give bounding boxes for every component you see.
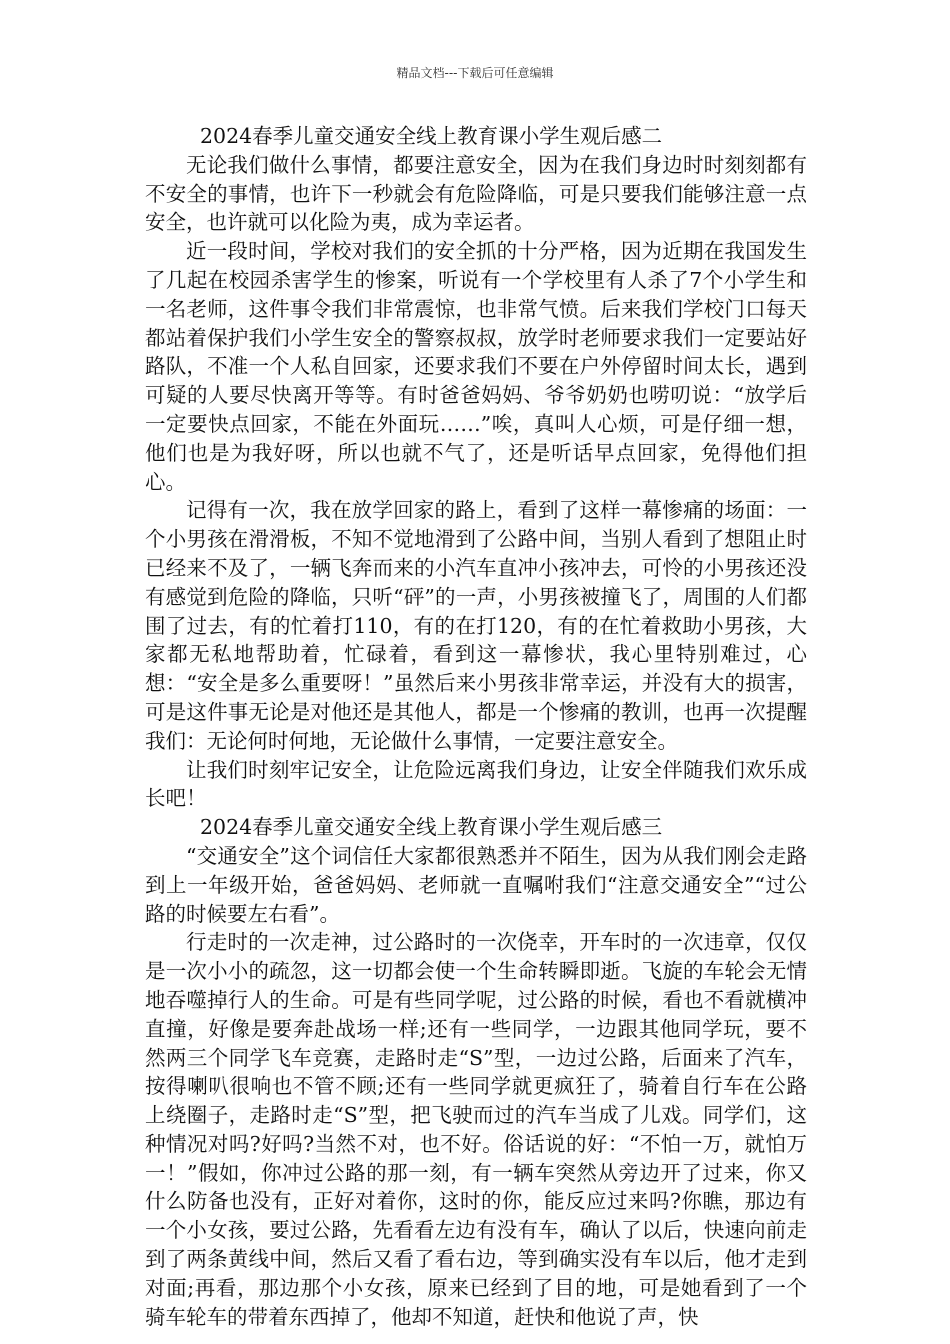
- paragraph: 行走时的一次走神，过公路时的一次侥幸，开车时的一次违章，仅仅是一次小小的疏忽，这一切都会使一个生命转瞬即逝。飞旋的车轮会无情地吞噬掉行人的生命。可是有些同学呢，过公路的时候，看也不看就横冲直撞，好像是要奔赴战场一样;还有一些同学，一边跟其他同学玩，要不然两三个同学飞车竞赛，走路时走“S”型，一边过公路，后面来了汽车，按得喇叭很响也不管不顾;还有一些同学就更疯狂了，骑着自行车在公路上绕圈子，走路时走“S”型，把飞驶而过的汽车当成了儿戏。同学们，这种情况对吗?好吗?当然不对，也不好。俗话说的好：“不怕一万，就怕万一！”假如，你冲过公路的那一刻，有一辆车突然从旁边开了过来，你又什么防备也没有，正好对着你，这时的你，能反应过来吗?你瞧，那边有一个小女孩，要过公路，先看看左边有没有车，确认了以后，快速向前走到了两条黄线中间，然后又看了看右边，等到确实没有车以后，他才走到对面;再看，那边那个小女孩，原来已经到了目的地，可是她看到了一个骑车轮车的带着东西掉了，他却不知道，赶快和他说了声，快: [145, 930, 807, 1329]
- paragraph: 让我们时刻牢记安全，让危险远离我们身边，让安全伴随我们欢乐成长吧！: [145, 757, 807, 811]
- paragraph: “交通安全”这个词信任大家都很熟悉并不陌生，因为从我们刚会走路到上一年级开始，爸爸妈妈、老师就一直嘱咐我们“注意交通安全”“过公路的时候要左右看”。: [145, 843, 807, 926]
- essay-title: 2024春季儿童交通安全线上教育课小学生观后感二: [200, 124, 663, 148]
- paragraph: 近一段时间，学校对我们的安全抓的十分严格，因为近期在我国发生了几起在校园杀害学生的惨案，听说有一个学校里有人杀了7个小学生和一名老师，这件事令我们非常震惊，也非常气愤。后来我们学校门口每天都站着保护我们小学生安全的警察叔叔，放学时老师要求我们一定要站好路队，不准一个人私自回家，还要求我们不要在户外停留时间太长，遇到可疑的人要尽快离开等等。有时爸爸妈妈、爷爷奶奶也唠叨说：“放学后一定要快点回家，不能在外面玩……”唉，真叫人心烦，可是仔细一想，他们也是为我好呀，所以也就不气了，还是听话早点回家，免得他们担心。: [145, 239, 807, 494]
- document-body: [145, 122, 807, 1331]
- essay-title: 2024春季儿童交通安全线上教育课小学生观后感三: [200, 815, 663, 840]
- page-header: 精品文档---下载后可任意编辑: [396, 66, 554, 80]
- paragraph: 记得有一次，我在放学回家的路上，看到了这样一幕惨痛的场面：一个小男孩在滑滑板，不知不觉地滑到了公路中间，当别人看到了想阻止时已经来不及了，一辆飞奔而来的小汽车直冲小孩冲去，可怜的小男孩还没有感觉到危险的降临，只听“砰”的一声，小男孩被撞飞了，周围的人们都围了过去，有的忙着打110，有的在打120，有的在忙着救助小男孩，大家都无私地帮助着，忙碌着，看到这一幕惨状，我心里特别难过，心想：“安全是多么重要呀！”虽然后来小男孩非常幸运，并没有大的损害，可是这件事无论是对他还是其他人，都是一个惨痛的教训，也再一次提醒我们：无论何时何地，无论做什么事情，一定要注意安全。: [145, 498, 807, 753]
- paragraph: 无论我们做什么事情，都要注意安全，因为在我们身边时时刻刻都有不安全的事情，也许下一秒就会有危险降临，可是只要我们能够注意一点安全，也许就可以化险为夷，成为幸运者。: [145, 152, 807, 235]
